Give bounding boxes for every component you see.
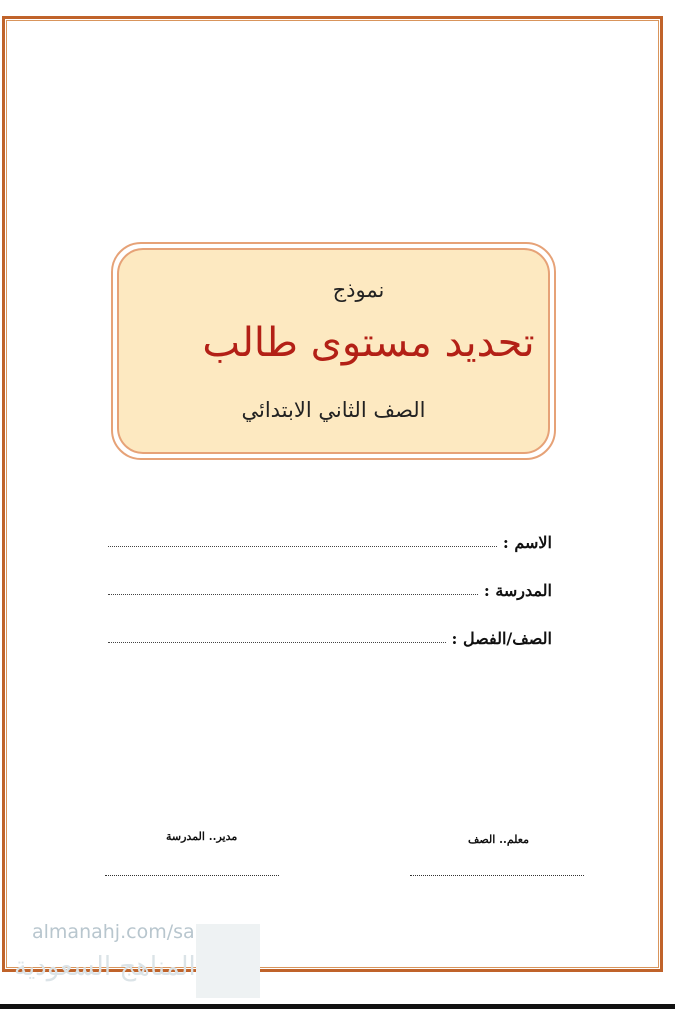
school-dotted-line[interactable] — [108, 593, 478, 595]
school-label: المدرسة : — [483, 581, 552, 600]
form-label: نموذج — [332, 278, 385, 302]
title-box-inner — [117, 248, 550, 454]
name-dotted-line[interactable] — [108, 545, 497, 547]
bottom-rule — [0, 1004, 675, 1009]
watermark-logo — [196, 924, 260, 998]
title-box — [111, 242, 556, 460]
grade-subtitle: الصف الثاني الابتدائي — [241, 398, 426, 422]
name-field[interactable] — [108, 522, 552, 552]
name-label: الاسم : — [502, 533, 552, 552]
class-label: الصف/الفصل : — [451, 629, 552, 648]
page-border-inner — [6, 20, 659, 968]
teacher-signature-line[interactable] — [410, 874, 584, 876]
class-field[interactable] — [108, 618, 552, 648]
principal-signature-label: مدير.. المدرسة — [166, 830, 238, 843]
watermark-arabic: المناهج السعودية — [14, 952, 196, 982]
school-field[interactable] — [108, 570, 552, 600]
principal-signature-line[interactable] — [105, 874, 279, 876]
page-title: تحديد مستوى طالب — [202, 320, 535, 366]
watermark-site: almanahj.com/sa — [32, 921, 195, 943]
teacher-signature-label: معلم.. الصف — [468, 833, 529, 846]
class-dotted-line[interactable] — [108, 641, 446, 643]
